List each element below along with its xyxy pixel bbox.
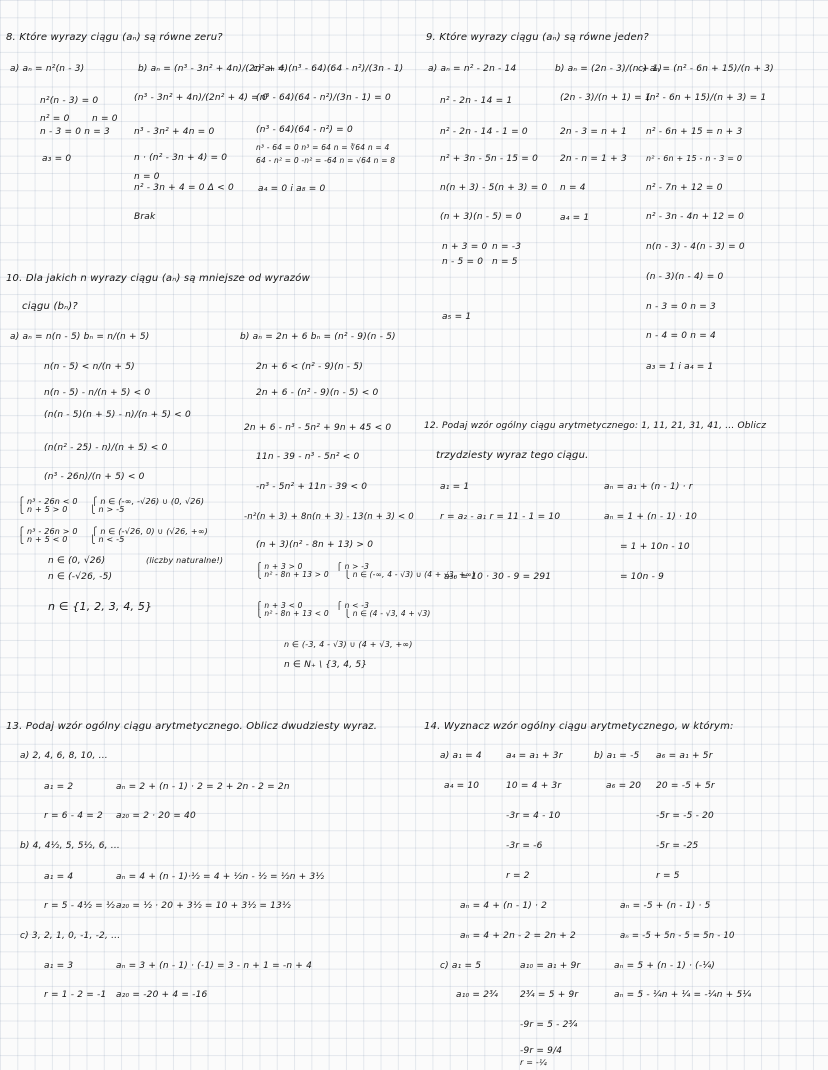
p14a-answer: aₙ = 4 + 2n - 2 = 2n + 2 [460, 931, 576, 941]
p8a-step: n - 3 = 0 n = 3 [40, 127, 110, 137]
p13c-answer: a₂₀ = -20 + 4 = -16 [116, 990, 208, 1000]
p9a-step: n² + 3n - 5n - 15 = 0 [440, 154, 539, 164]
p14b-step: 20 = -5 + 5r [656, 781, 715, 791]
p9b-answer: a₄ = 1 [560, 213, 590, 223]
p8b-step: (n³ - 3n² + 4n)/(2n² + 4) = 0 [134, 93, 268, 103]
p13b-step: a₁ = 4 [44, 872, 74, 882]
p8c-answer: a₄ = 0 i a₈ = 0 [258, 184, 326, 194]
p12-formula: = 1 + 10n - 10 [620, 542, 690, 552]
p14c-answer: aₙ = 5 - ¼n + ¼ = -¼n + 5¼ [614, 990, 752, 1000]
p14a-step: -3r = -6 [506, 841, 543, 851]
p10b-answer: n ∈ N₊ \ {3, 4, 5} [284, 660, 368, 670]
p14b-step: aₙ = -5 + (n - 1) · 5 [620, 901, 711, 911]
p10b-step: -n²(n + 3) + 8n(n + 3) - 13(n + 3) < 0 [244, 512, 414, 522]
p14a-definition: a) a₁ = 4 [440, 751, 482, 761]
p8b-step: n · (n² - 3n + 4) = 0 [134, 153, 228, 163]
p9c-step: n(n - 3) - 4(n - 3) = 0 [646, 242, 745, 252]
p14c-step: 2¾ = 5 + 9r [520, 990, 579, 1000]
problem-14-title: 14. Wyznacz wzór ogólny ciągu arytmetycznego, w którym: [424, 721, 734, 732]
p14b-definition: b) a₁ = -5 [594, 751, 640, 761]
p14c-step: -9r = 9/4 [520, 1046, 563, 1056]
p10a-step: n ∈ (-√26, -5) [48, 572, 113, 582]
p9a-step: n² - 2n - 14 = 1 [440, 96, 513, 106]
p10a-system: ⎧ n³ - 26n < 0 ⎧ n ∈ (-∞, -√26) ∪ (0, √26) ⎩ n + 5 > 0 ⎩ n > -5 [18, 497, 205, 514]
p13c-step: aₙ = 3 + (n - 1) · (-1) = 3 - n + 1 = -n + 4 [116, 961, 313, 971]
p14a-step: r = 2 [506, 871, 530, 881]
p14b-step: -5r = -5 - 20 [656, 811, 714, 821]
p9b-step: n = 4 [560, 183, 586, 193]
p14a-step: 10 = 4 + 3r [506, 781, 562, 791]
p14b-step: a₆ = a₁ + 5r [656, 751, 713, 761]
p12-formula: = 10n - 9 [620, 572, 665, 582]
p10b-step: 2n + 6 - n³ - 5n² + 9n + 45 < 0 [244, 423, 392, 433]
p10b-step: -n³ - 5n² + 11n - 39 < 0 [256, 482, 368, 492]
p13b-definition: b) 4, 4½, 5, 5½, 6, ... [20, 841, 120, 851]
p13c-step: a₁ = 3 [44, 961, 74, 971]
p10a-system: ⎧ n³ - 26n > 0 ⎧ n ∈ (-√26, 0) ∪ (√26, +∞) ⎩ n + 5 < 0 ⎩ n < -5 [18, 527, 209, 544]
p9c-step: n² - 7n + 12 = 0 [646, 183, 723, 193]
p8c-definition: c) aₙ = (n³ - 64)(64 - n²)/(3n - 1) [253, 64, 404, 74]
p9a-step: n² - 2n - 14 - 1 = 0 [440, 127, 528, 137]
p13c-definition: c) 3, 2, 1, 0, -1, -2, ... [20, 931, 121, 941]
p9a-step: n + 3 = 0 [442, 242, 488, 252]
p10b-system: ⎧ n + 3 > 0 ⎧ n > -3 ⎩ n² - 8n + 13 > 0 ⎩ n ∈ (-∞, 4 - √3) ∪ (4 + √3, +∞) [256, 562, 476, 579]
p9c-step: n² - 3n - 4n + 12 = 0 [646, 212, 745, 222]
p13a-step: r = 6 - 4 = 2 [44, 811, 103, 821]
p14b-answer: aₙ = -5 + 5n - 5 = 5n - 10 [620, 931, 735, 941]
p12-formula: aₙ = a₁ + (n - 1) · r [604, 482, 693, 492]
p12-answer: a₃₀ = 10 · 30 - 9 = 291 [444, 572, 552, 582]
p13b-answer: a₂₀ = ½ · 20 + 3½ = 10 + 3½ = 13½ [116, 901, 291, 911]
p9c-step: n - 4 = 0 n = 4 [646, 331, 716, 341]
p14a-step: a₄ = a₁ + 3r [506, 751, 563, 761]
p12-step: a₁ = 1 [440, 482, 470, 492]
p8b-step: n = 0 [134, 172, 160, 182]
p14c-definition: c) a₁ = 5 [440, 961, 482, 971]
p9c-step: (n² - 6n + 15)/(n + 3) = 1 [646, 93, 767, 103]
p9b-step: (2n - 3)/(n + 1) = 1 [560, 93, 651, 103]
problem-8-title: 8. Które wyrazy ciągu (aₙ) są równe zeru? [6, 32, 223, 43]
p9a-step: (n + 3)(n - 5) = 0 [440, 212, 522, 222]
p9a-step: n = -3 [492, 242, 522, 252]
p9a-step: n - 5 = 0 [442, 257, 484, 267]
p12-step: r = a₂ - a₁ r = 11 - 1 = 10 [440, 512, 561, 522]
p10a-step: n ∈ (0, √26) [48, 556, 106, 566]
p12-formula: aₙ = 1 + (n - 1) · 10 [604, 512, 698, 522]
p14c-formula: aₙ = 5 + (n - 1) · (-¼) [614, 961, 715, 971]
p13c-step: r = 1 - 2 = -1 [44, 990, 107, 1000]
p8b-step: n³ - 3n² + 4n = 0 [134, 127, 215, 137]
p10b-step: 11n - 39 - n³ - 5n² < 0 [256, 452, 360, 462]
p8a-step: n = 0 [92, 114, 118, 124]
p14b-step: a₆ = 20 [606, 781, 642, 791]
problem-12-title: 12. Podaj wzór ogólny ciągu arytmetycznego: 1, 11, 21, 31, 41, ... Oblicz [424, 421, 767, 431]
problem-9-title: 9. Które wyrazy ciągu (aₙ) są równe jeden? [426, 32, 649, 43]
p8a-step: n² = 0 [40, 114, 70, 124]
p10a-definition: a) aₙ = n(n - 5) bₙ = n/(n + 5) [10, 332, 150, 342]
p10a-step: (n(n - 5)(n + 5) - n)/(n + 5) < 0 [44, 410, 191, 420]
p10b-step: n ∈ (-3, 4 - √3) ∪ (4 + √3, +∞) [284, 640, 413, 649]
p8c-step: 64 - n² = 0 -n² = -64 n = √64 n = 8 [256, 156, 396, 165]
p13a-definition: a) 2, 4, 6, 8, 10, ... [20, 751, 108, 761]
p9c-definition: c) aₙ = (n² - 6n + 15)/(n + 3) [638, 64, 774, 74]
problem-10-title: ciągu (bₙ)? [22, 301, 78, 312]
p10a-answer: n ∈ {1, 2, 3, 4, 5} [48, 600, 153, 613]
p8c-step: (n³ - 64)(64 - n²) = 0 [256, 125, 353, 135]
p10a-step: n(n - 5) < n/(n + 5) [44, 362, 135, 372]
problem-10-title: 10. Dla jakich n wyrazy ciągu (aₙ) są mniejsze od wyrazów [6, 273, 310, 284]
p13a-answer: a₂₀ = 2 · 20 = 40 [116, 811, 196, 821]
p8a-answer: a₃ = 0 [42, 154, 72, 164]
p14c-step: a₁₀ = 2¾ [456, 990, 499, 1000]
p8a-definition: a) aₙ = n²(n - 3) [10, 64, 85, 74]
p14b-step: -5r = -25 [656, 841, 699, 851]
p9c-step: (n - 3)(n - 4) = 0 [646, 272, 724, 282]
p13b-step: aₙ = 4 + (n - 1)·½ = 4 + ½n - ½ = ½n + 3½ [116, 872, 325, 882]
p14a-step: a₄ = 10 [444, 781, 480, 791]
p9c-step: n² - 6n + 15 = n + 3 [646, 127, 743, 137]
p14b-step: r = 5 [656, 871, 680, 881]
p9a-definition: a) aₙ = n² - 2n - 14 [428, 64, 517, 74]
p8b-answer: Brak [134, 212, 156, 222]
p9c-step: n - 3 = 0 n = 3 [646, 302, 716, 312]
p13a-step: aₙ = 2 + (n - 1) · 2 = 2 + 2n - 2 = 2n [116, 782, 290, 792]
p9a-answer: a₅ = 1 [442, 312, 472, 322]
p10a-step: (n³ - 26n)/(n + 5) < 0 [44, 472, 145, 482]
p8c-step: n³ - 64 = 0 n³ = 64 n = ∛64 n = 4 [256, 143, 390, 152]
problem-13-title: 13. Podaj wzór ogólny ciągu arytmetycznego. Oblicz dwudziesty wyraz. [6, 721, 378, 732]
p8c-step: (n³ - 64)(64 - n²)/(3n - 1) = 0 [256, 93, 391, 103]
p9a-step: n = 5 [492, 257, 518, 267]
p10b-step: 2n + 6 < (n² - 9)(n - 5) [256, 362, 363, 372]
p14a-step: -3r = 4 - 10 [506, 811, 561, 821]
p9b-step: 2n - n = 1 + 3 [560, 154, 627, 164]
p9b-definition: b) aₙ = (2n - 3)/(n + 1) [555, 64, 663, 74]
p14c-step: r = -¼ [520, 1058, 547, 1067]
p14c-step: a₁₀ = a₁ + 9r [520, 961, 581, 971]
p13b-step: r = 5 - 4½ = ½ [44, 901, 115, 911]
p8b-definition: b) aₙ = (n³ - 3n² + 4n)/(2n² + 4) [138, 64, 289, 74]
p10b-definition: b) aₙ = 2n + 6 bₙ = (n² - 9)(n - 5) [240, 332, 396, 342]
p14c-step: -9r = 5 - 2¾ [520, 1020, 578, 1030]
p8a-step: n²(n - 3) = 0 [40, 96, 99, 106]
problem-12-title: trzydziesty wyraz tego ciągu. [436, 450, 589, 461]
p10b-system: ⎧ n + 3 < 0 ⎧ n < -3 ⎩ n² - 8n + 13 < 0 ⎩ n ∈ (4 - √3, 4 + √3) [256, 601, 431, 618]
p10b-step: (n + 3)(n² - 8n + 13) > 0 [256, 540, 374, 550]
p9c-step: n² - 6n + 15 - n - 3 = 0 [646, 154, 743, 163]
p10a-step: (n(n² - 25) - n)/(n + 5) < 0 [44, 443, 168, 453]
p14a-step: aₙ = 4 + (n - 1) · 2 [460, 901, 548, 911]
p9a-step: n(n + 3) - 5(n + 3) = 0 [440, 183, 548, 193]
p10b-step: 2n + 6 - (n² - 9)(n - 5) < 0 [256, 388, 379, 398]
p8b-step: n² - 3n + 4 = 0 Δ < 0 [134, 183, 234, 193]
p10a-step: n(n - 5) - n/(n + 5) < 0 [44, 388, 151, 398]
p13a-step: a₁ = 2 [44, 782, 74, 792]
p9c-answer: a₃ = 1 i a₄ = 1 [646, 362, 714, 372]
p10a-note: (liczby naturalne!) [146, 556, 224, 565]
p9b-step: 2n - 3 = n + 1 [560, 127, 627, 137]
